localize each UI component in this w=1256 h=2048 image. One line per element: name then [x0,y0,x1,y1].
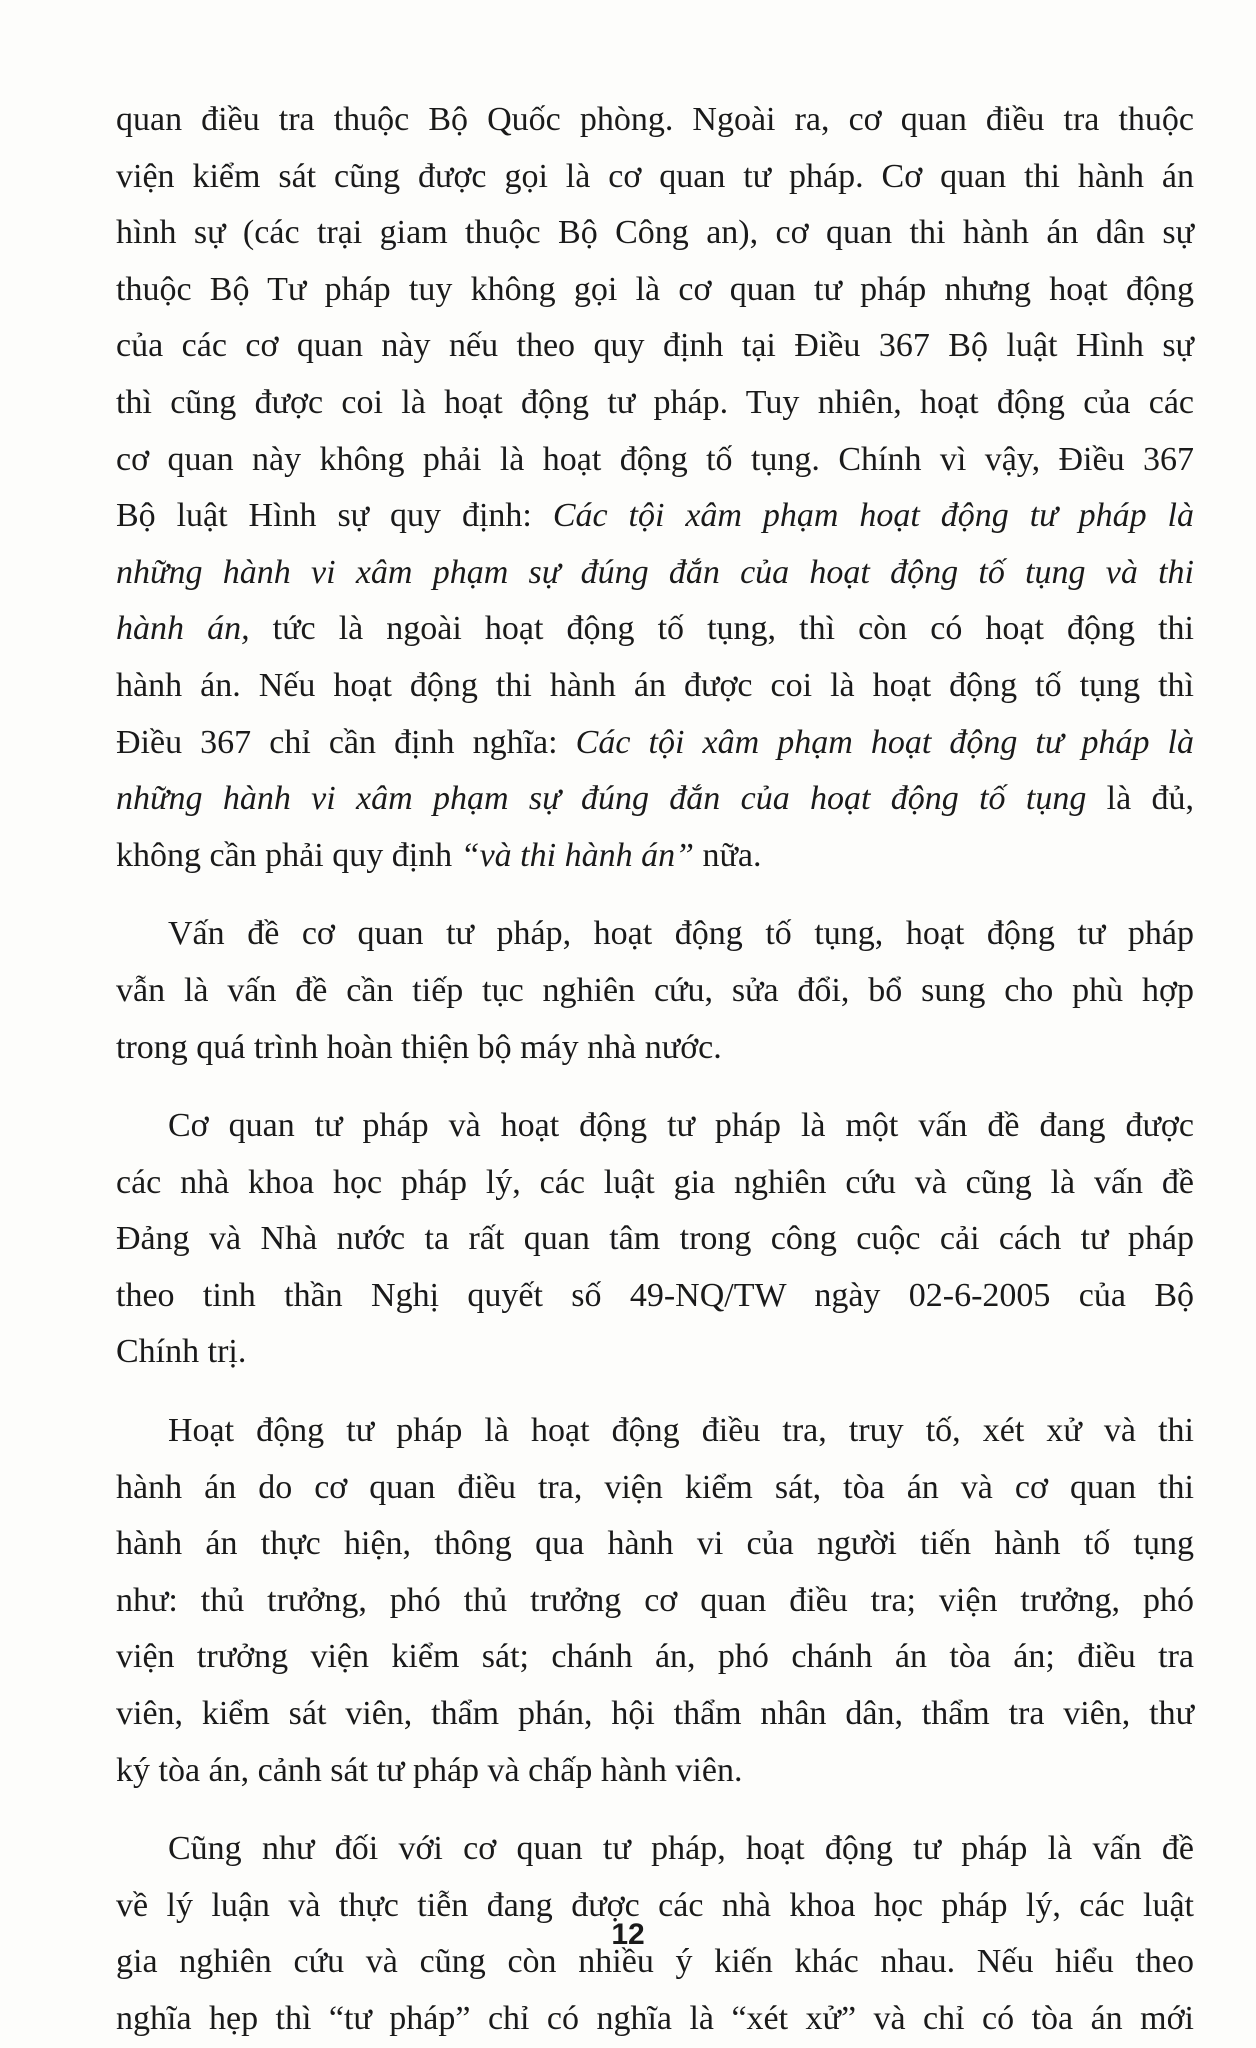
text-segment: thì cũng được coi là hoạt động tư pháp. Tuy nhiên, hoạt động của các [116,383,1194,421]
text-segment: vẫn là vấn đề cần tiếp tục nghiên cứu, sửa đổi, bổ sung cho phù hợp [116,971,1194,1009]
italic-text: Các tội xâm phạm hoạt động tư pháp là [552,497,1195,535]
text-segment: theo tinh thần Nghị quyết số 49-NQ/TW ngày 02-6-2005 của Bộ [116,1276,1194,1314]
text-line [116,771,1194,828]
text-segment: hình sự (các trại giam thuộc Bộ Công an), cơ quan thi hành án dân sự [116,214,1194,252]
text-segment: trong quá trình hoàn thiện bộ máy nhà nước. [116,1028,722,1066]
text-segment: về lý luận và thực tiễn đang được các nhà khoa học pháp lý, các luật [116,1886,1194,1924]
text-line [116,963,1194,1020]
text-line [116,1821,1194,1878]
text-segment: viện trưởng viện kiểm sát; chánh án, phó chánh án tòa án; điều tra [116,1638,1194,1676]
page-number: 12 [611,1918,645,1951]
text-line [116,1460,1194,1517]
paragraph-gap [116,1799,1194,1821]
text-line [116,545,1194,602]
text-line [116,1743,1194,1800]
text-line [116,488,1194,545]
text-segment: tức là ngoài hoạt động tố tụng, thì còn có hoạt động thi [249,610,1194,648]
text-segment: hành án. Nếu hoạt động thi hành án được coi là hoạt động tố tụng thì [116,666,1194,704]
text-segment: Cơ quan tư pháp và hoạt động tư pháp là một vấn đề đang được [168,1107,1194,1145]
text-segment: Đảng và Nhà nước ta rất quan tâm trong công cuộc cải cách tư pháp [116,1220,1194,1258]
italic-text: những hành vi xâm phạm sự đúng đắn của hoạt động tố tụng [116,780,1087,818]
paragraph-gap [116,1381,1194,1403]
text-segment: nữa. [693,836,762,874]
text-line [116,432,1194,489]
text-segment: cơ quan này không phải là hoạt động tố tụng. Chính vì vậy, Điều 367 [116,440,1194,478]
text-segment: thuộc Bộ Tư pháp tuy không gọi là cơ quan tư pháp nhưng hoạt động [116,270,1194,308]
italic-text: hành án, [116,610,250,648]
text-segment: Bộ luật Hình sự quy định: [116,497,553,535]
text-line [116,92,1194,149]
body-text [116,92,1194,2048]
text-line [116,1403,1194,1460]
text-line [116,1516,1194,1573]
text-line [116,658,1194,715]
text-line [116,1573,1194,1630]
text-line [116,1211,1194,1268]
text-line [116,715,1194,772]
text-line [116,1098,1194,1155]
text-segment: như: thủ trưởng, phó thủ trưởng cơ quan điều tra; viện trưởng, phó [116,1581,1194,1619]
text-line [116,205,1194,262]
text-segment: không cần phải quy định [116,836,461,874]
text-segment: của các cơ quan này nếu theo quy định tại Điều 367 Bộ luật Hình sự [116,327,1194,365]
text-line [116,1991,1194,2048]
text-line [116,1629,1194,1686]
text-segment: Chính trị. [116,1333,247,1371]
text-line [116,906,1194,963]
text-line [116,375,1194,432]
italic-text: “và thi hành án” [460,836,694,874]
text-segment: nghĩa hẹp thì “tư pháp” chỉ có nghĩa là “xét xử” và chỉ có tòa án mới [116,2000,1194,2037]
text-line [116,1268,1194,1325]
text-line [116,262,1194,319]
italic-text: Các tội xâm phạm hoạt động tư pháp là [575,723,1194,761]
paragraph [116,906,1194,1076]
text-line [116,1020,1194,1077]
text-segment: hành án do cơ quan điều tra, viện kiểm sát, tòa án và cơ quan thi [116,1468,1194,1506]
text-segment: là đủ, [1086,780,1195,818]
text-line [116,318,1194,375]
text-segment: Vấn đề cơ quan tư pháp, hoạt động tố tụng, hoạt động tư pháp [168,915,1194,953]
text-segment: quan điều tra thuộc Bộ Quốc phòng. Ngoài ra, cơ quan điều tra thuộc [116,101,1194,138]
paragraph-gap [116,1076,1194,1098]
paragraph-gap [116,884,1194,906]
italic-text: những hành vi xâm phạm sự đúng đắn của hoạt động tố tụng và thi [116,553,1194,591]
text-line [116,828,1194,885]
text-segment: Cũng như đối với cơ quan tư pháp, hoạt động tư pháp là vấn đề [168,1830,1194,1868]
text-line [116,1324,1194,1381]
paragraph [116,1098,1194,1381]
paragraph [116,92,1194,884]
paragraph [116,1403,1194,1799]
text-segment: viện kiểm sát cũng được gọi là cơ quan tư pháp. Cơ quan thi hành án [116,157,1194,195]
text-segment: gia nghiên cứu và cũng còn nhiều ý kiến khác nhau. Nếu hiểu theo [116,1943,1194,1981]
text-segment: Hoạt động tư pháp là hoạt động điều tra, truy tố, xét xử và thi [168,1412,1194,1450]
text-segment: hành án thực hiện, thông qua hành vi của người tiến hành tố tụng [116,1525,1194,1563]
text-segment: các nhà khoa học pháp lý, các luật gia nghiên cứu và cũng là vấn đề [116,1163,1194,1201]
text-segment: ký tòa án, cảnh sát tư pháp và chấp hành viên. [116,1751,743,1789]
text-segment: Điều 367 chỉ cần định nghĩa: [116,723,576,761]
text-segment: viên, kiểm sát viên, thẩm phán, hội thẩm nhân dân, thẩm tra viên, thư [116,1695,1194,1733]
text-line [116,149,1194,206]
text-line [116,1155,1194,1212]
text-line [116,1686,1194,1743]
text-line [116,601,1194,658]
